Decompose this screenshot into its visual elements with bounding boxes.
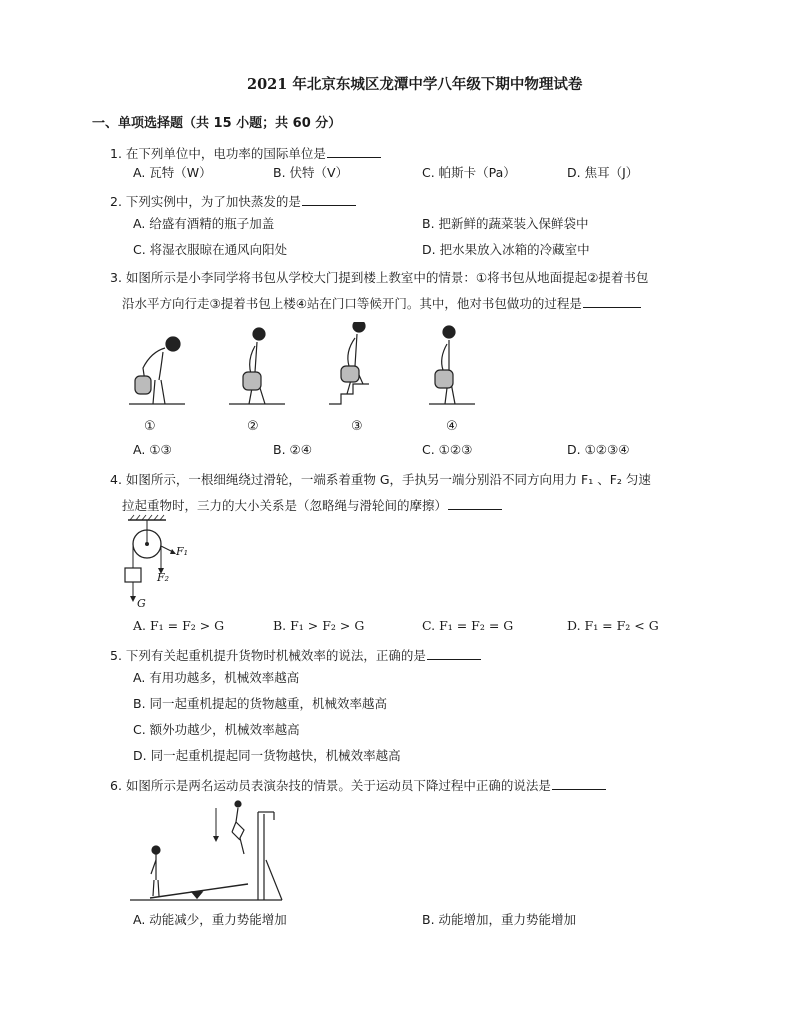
answer-blank[interactable] <box>302 194 356 206</box>
q4-label-f2: F₂ <box>157 571 170 584</box>
q3-figure-label-2: ② <box>247 419 259 434</box>
q5-option-c[interactable]: C. 额外功越少，机械效率越高 <box>133 722 300 737</box>
answer-blank[interactable] <box>583 296 641 308</box>
scene-4-wait-at-door <box>429 326 475 404</box>
q3-option-a[interactable]: A. ①③ <box>133 442 172 457</box>
answer-blank[interactable] <box>552 778 606 790</box>
q4-label-f1: F₁ <box>176 545 189 558</box>
q2-option-b[interactable]: B. 把新鲜的蔬菜装入保鲜袋中 <box>422 216 589 231</box>
answer-blank[interactable] <box>448 498 502 510</box>
standing-acrobat <box>151 846 160 896</box>
q4-option-b[interactable]: B. F₁ > F₂ > G <box>273 618 365 633</box>
q4-option-c[interactable]: C. F₁ = F₂ = G <box>422 618 514 633</box>
answer-blank[interactable] <box>427 648 481 660</box>
q2-option-d[interactable]: D. 把水果放入冰箱的冷藏室中 <box>422 242 590 257</box>
question-3-stem-line2: 沿水平方向行走③提着书包上楼④站在门口等候开门。其中，他对书包做功的过程是 <box>122 296 641 311</box>
question-4-stem-line1: 4. 如图所示，一根细绳绕过滑轮，一端系着重物 G，手执另一端分别沿不同方向用力 F₁ 、F₂ 匀速 <box>110 472 651 487</box>
question-2-stem: 2. 下列实例中，为了加快蒸发的是 <box>110 194 356 209</box>
q6-option-a[interactable]: A. 动能减少，重力势能增加 <box>133 912 287 927</box>
scene-2-walk-horizontal <box>229 328 285 404</box>
q4-option-a[interactable]: A. F₁ = F₂ > G <box>133 618 225 633</box>
q3-figure-label-1: ① <box>144 419 156 434</box>
q6-option-b[interactable]: B. 动能增加，重力势能增加 <box>422 912 577 927</box>
q1-option-c[interactable]: C. 帕斯卡（Pa） <box>422 165 516 180</box>
q3-option-c[interactable]: C. ①②③ <box>422 442 473 457</box>
q3-figure-label-3: ③ <box>351 419 363 434</box>
question-3-stem-line1: 3. 如图所示是小李同学将书包从学校大门提到楼上教室中的情景：①将书包从地面提起②提着书包 <box>110 270 649 285</box>
q3-figure-label-4: ④ <box>446 419 458 434</box>
scene-1-lift-from-ground <box>129 337 185 404</box>
q3-option-d[interactable]: D. ①②③④ <box>567 442 630 457</box>
q1-option-d[interactable]: D. 焦耳（J） <box>567 165 639 180</box>
scene-3-climb-stairs <box>329 322 369 404</box>
q1-option-a[interactable]: A. 瓦特（W） <box>133 165 212 180</box>
question-6-stem: 6. 如图所示是两名运动员表演杂技的情景。关于运动员下降过程中正确的说法是 <box>110 778 606 793</box>
seesaw <box>150 884 248 898</box>
falling-acrobat <box>232 801 244 854</box>
q4-pulley-figure <box>118 514 198 614</box>
q6-acrobat-figure <box>126 800 286 904</box>
question-5-stem: 5. 下列有关起重机提升货物时机械效率的说法，正确的是 <box>110 648 481 663</box>
answer-blank[interactable] <box>327 146 381 158</box>
q2-option-c[interactable]: C. 将湿衣服晾在通风向阳处 <box>133 242 288 257</box>
question-1-stem: 1. 在下列单位中，电功率的国际单位是 <box>110 146 381 161</box>
q4-option-d[interactable]: D. F₁ = F₂ < G <box>567 618 659 633</box>
q5-option-d[interactable]: D. 同一起重机提起同一货物越快，机械效率越高 <box>133 748 401 763</box>
q5-option-a[interactable]: A. 有用功越多，机械效率越高 <box>133 670 300 685</box>
question-4-stem-line2: 拉起重物时，三力的大小关系是（忽略绳与滑轮间的摩擦） <box>122 498 502 513</box>
tower <box>258 812 282 900</box>
q5-option-b[interactable]: B. 同一起重机提起的货物越重，机械效率越高 <box>133 696 388 711</box>
page-title: 2021 年北京东城区龙潭中学八年级下期中物理试卷 <box>247 76 583 93</box>
q3-figure <box>125 322 495 412</box>
q4-label-g: G <box>137 597 146 610</box>
q2-option-a[interactable]: A. 给盛有酒精的瓶子加盖 <box>133 216 275 231</box>
q3-option-b[interactable]: B. ②④ <box>273 442 312 457</box>
section-heading: 一、单项选择题（共 15 小题；共 60 分） <box>92 116 342 131</box>
q1-option-b[interactable]: B. 伏特（V） <box>273 165 349 180</box>
